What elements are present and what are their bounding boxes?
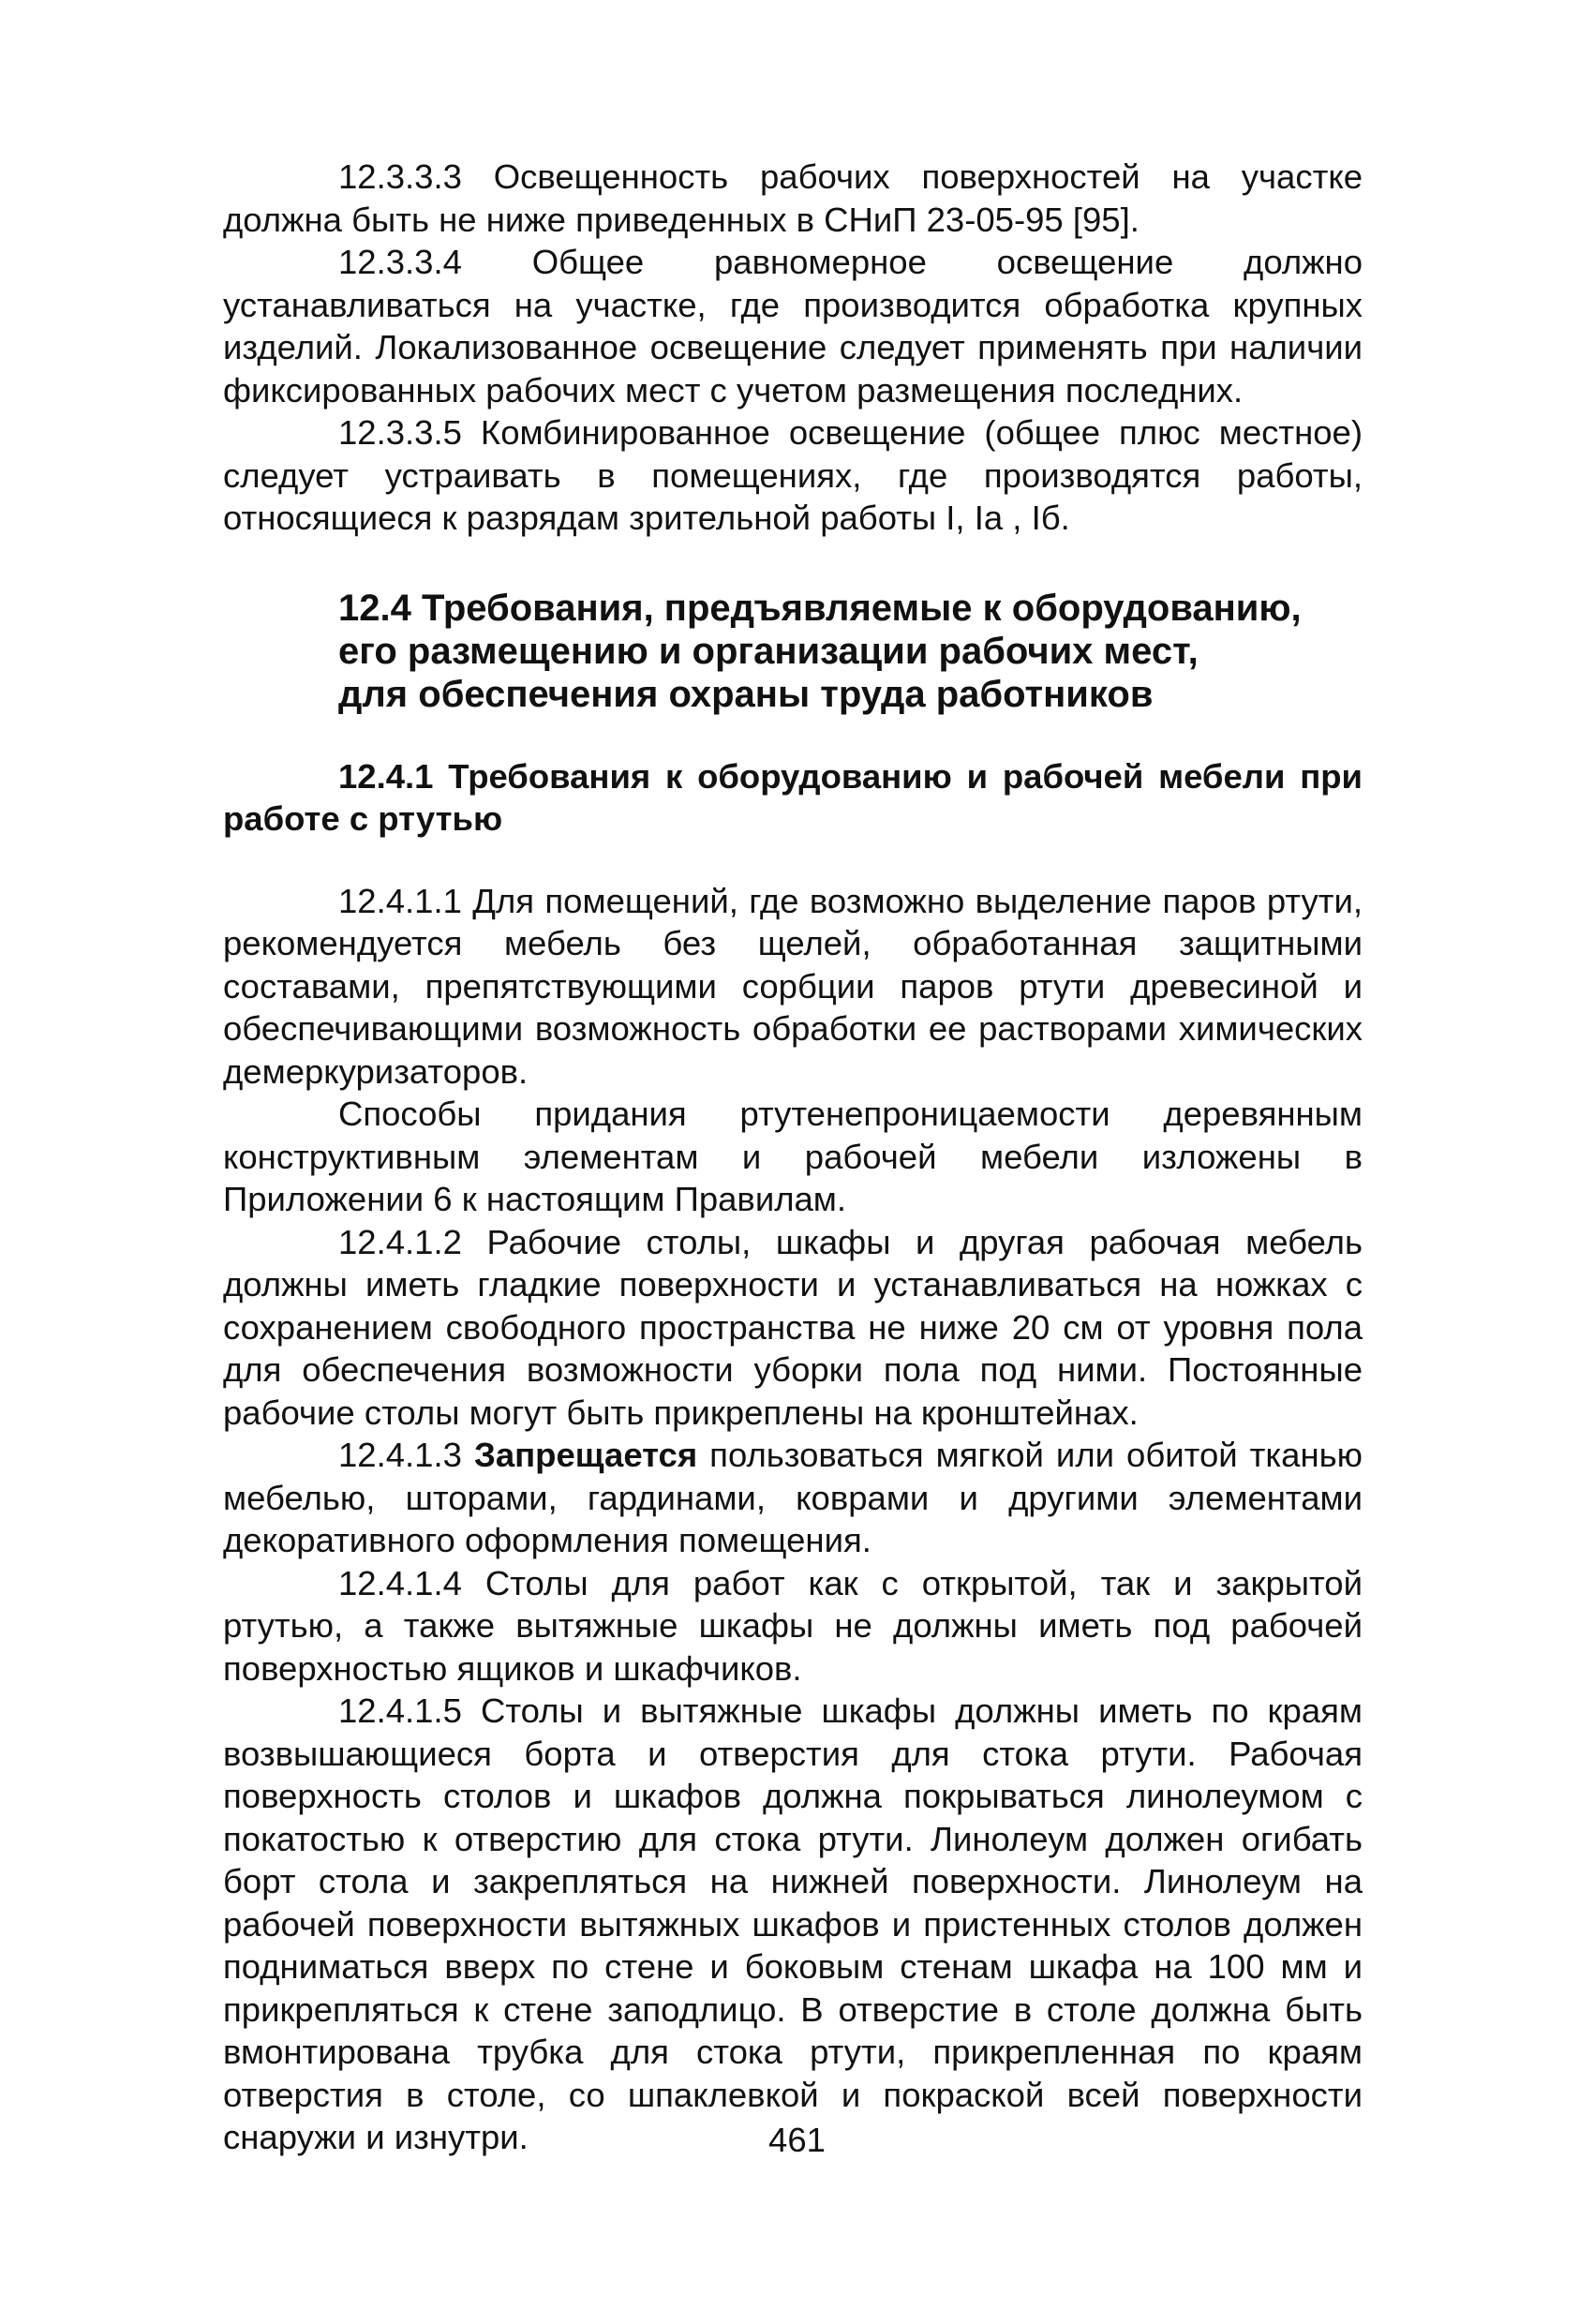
paragraph-12-3-3-4: 12.3.3.4 Общее равномерное освещение должно устанавливаться на участке, где производится обработка крупных изделий. Локализованное освещение следует применять при наличии фиксированных рабочих мест с учетом размещения последних.: [223, 243, 1363, 410]
paragraph-12-3-3-5: 12.3.3.5 Комбинированное освещение (общее плюс местное) следует устраивать в помещениях, где производятся работы, относящиеся к разрядам зрительной работы I, Iа , Iб.: [223, 413, 1363, 537]
section-heading-line-2: его размещению и организации рабочих мест,: [338, 630, 1199, 672]
section-heading-12-4: [223, 587, 1363, 716]
page-number: 461: [768, 2121, 826, 2159]
paragraph-methods: Способы придания ртутенепроницаемости деревянным конструктивным элементам и рабочей мебели изложены в Приложении 6 к настоящим Правилам.: [223, 1095, 1363, 1218]
paragraph-12-4-1-3-text: пользоваться мягкой или обитой тканью мебелью, шторами, гардинами, коврами и другими элементами декоративного оформления помещения.: [223, 1436, 1363, 1559]
subsection-heading-12-4-1: 12.4.1 Требования к оборудованию и рабочей мебели при работе с ртутью: [223, 756, 1363, 838]
section-heading-line-1: 12.4 Требования, предъявляемые к оборудованию,: [338, 587, 1302, 629]
paragraph-12-4-1-2: 12.4.1.2 Рабочие столы, шкафы и другая рабочая мебель должны иметь гладкие поверхности и устанавливаться на ножках с сохранением свободного пространства не ниже 20 см от уровня пола для обеспечения возможности уборки пола под ними. Постоянные рабочие столы могут быть прикреплены на кронштейнах.: [223, 1222, 1363, 1432]
paragraph-12-4-1-5: 12.4.1.5 Столы и вытяжные шкафы должны иметь по краям возвышающиеся борта и отверстия для стока ртути. Рабочая поверхность столов и шкафов должна покрываться линолеумом с покатостью к отверстию для стока ртути. Линолеум должен огибать борт стола и закрепляться на нижней поверхности. Линолеум на рабочей поверхности вытяжных шкафов и пристенных столов должен подниматься вверх по стене и боковым стенам шкафа на 100 мм и прикрепляться к стене заподлицо. В отверстие в столе должна быть вмонтирована трубка для стока ртути, прикрепленная по краям отверстия в столе, со шпаклевкой и покраской всей поверхности снаружи и изнутри.: [223, 1691, 1363, 2156]
paragraph-12-3-3-3: 12.3.3.3 Освещенность рабочих поверхностей на участке должна быть не ниже приведенных в СНиП 23-05-95 [95].: [223, 157, 1363, 239]
paragraph-12-4-1-3-number: 12.4.1.3: [338, 1436, 474, 1474]
page-content: [223, 156, 1363, 2159]
section-heading-line-3: для обеспечения охраны труда работников: [338, 673, 1154, 715]
paragraph-12-4-1-3: [223, 1434, 1363, 1562]
paragraph-12-4-1-4: 12.4.1.4 Столы для работ как с открытой, так и закрытой ртутью, а также вытяжные шкафы не должны иметь под рабочей поверхностью ящиков и шкафчиков.: [223, 1563, 1363, 1688]
prohibited-emphasis: Запрещается: [473, 1436, 698, 1474]
paragraph-12-4-1-1: 12.4.1.1 Для помещений, где возможно выделение паров ртути, рекомендуется мебель без щелей, обработанная защитными составами, препятствующими сорбции паров ртути древесиной и обеспечивающими возможность обработки ее растворами химических демеркуризаторов.: [223, 881, 1363, 1091]
